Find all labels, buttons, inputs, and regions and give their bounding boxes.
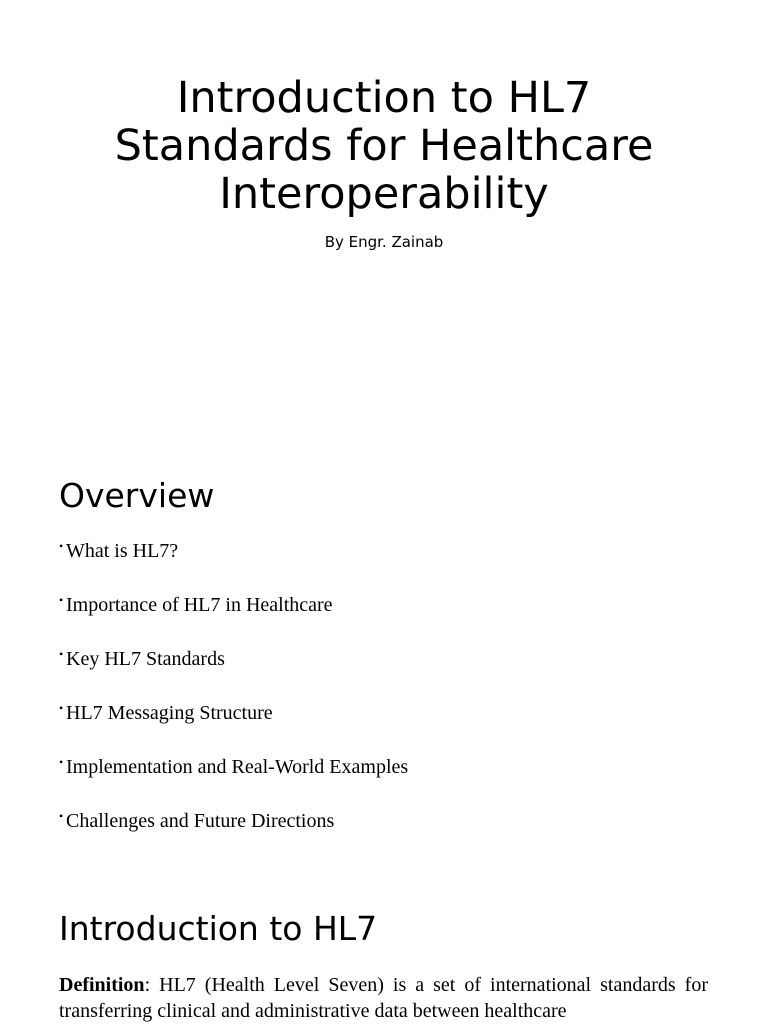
- overview-heading: Overview: [59, 476, 215, 515]
- slide-title-line-1: Introduction to HL7: [176, 73, 592, 123]
- list-item-text: HL7 Messaging Structure: [66, 702, 273, 724]
- list-item: [59, 537, 408, 591]
- list-item: [59, 591, 408, 645]
- author-subtitle: By Engr. Zainab: [324, 233, 444, 251]
- title-slide: [0, 74, 768, 252]
- bullet-icon: •: [59, 809, 64, 823]
- bullet-icon: •: [59, 593, 64, 607]
- intro-heading: Introduction to HL7: [59, 909, 378, 948]
- definition-paragraph: [59, 972, 708, 1024]
- overview-list: [59, 537, 408, 861]
- list-item-text: Importance of HL7 in Healthcare: [66, 594, 333, 616]
- definition-text: : HL7 (Health Level Seven) is a set of international standards for transferring clinical and administrative data between healthcare: [59, 974, 708, 1022]
- list-item: [59, 699, 408, 753]
- slide-title-line-2: Standards for Healthcare: [114, 121, 654, 171]
- list-item-text: Key HL7 Standards: [66, 648, 225, 670]
- bullet-icon: •: [59, 755, 64, 769]
- list-item-text: What is HL7?: [66, 540, 179, 562]
- list-item: [59, 645, 408, 699]
- list-item: [59, 753, 408, 807]
- definition-label: Definition: [59, 974, 145, 996]
- slide-title: [0, 74, 768, 218]
- list-item-text: Implementation and Real-World Examples: [66, 756, 409, 778]
- bullet-icon: •: [59, 647, 64, 661]
- slide-title-line-3: Interoperability: [219, 169, 549, 219]
- bullet-icon: •: [59, 701, 64, 715]
- bullet-icon: •: [59, 539, 64, 553]
- list-item: [59, 807, 408, 861]
- list-item-text: Challenges and Future Directions: [66, 810, 335, 832]
